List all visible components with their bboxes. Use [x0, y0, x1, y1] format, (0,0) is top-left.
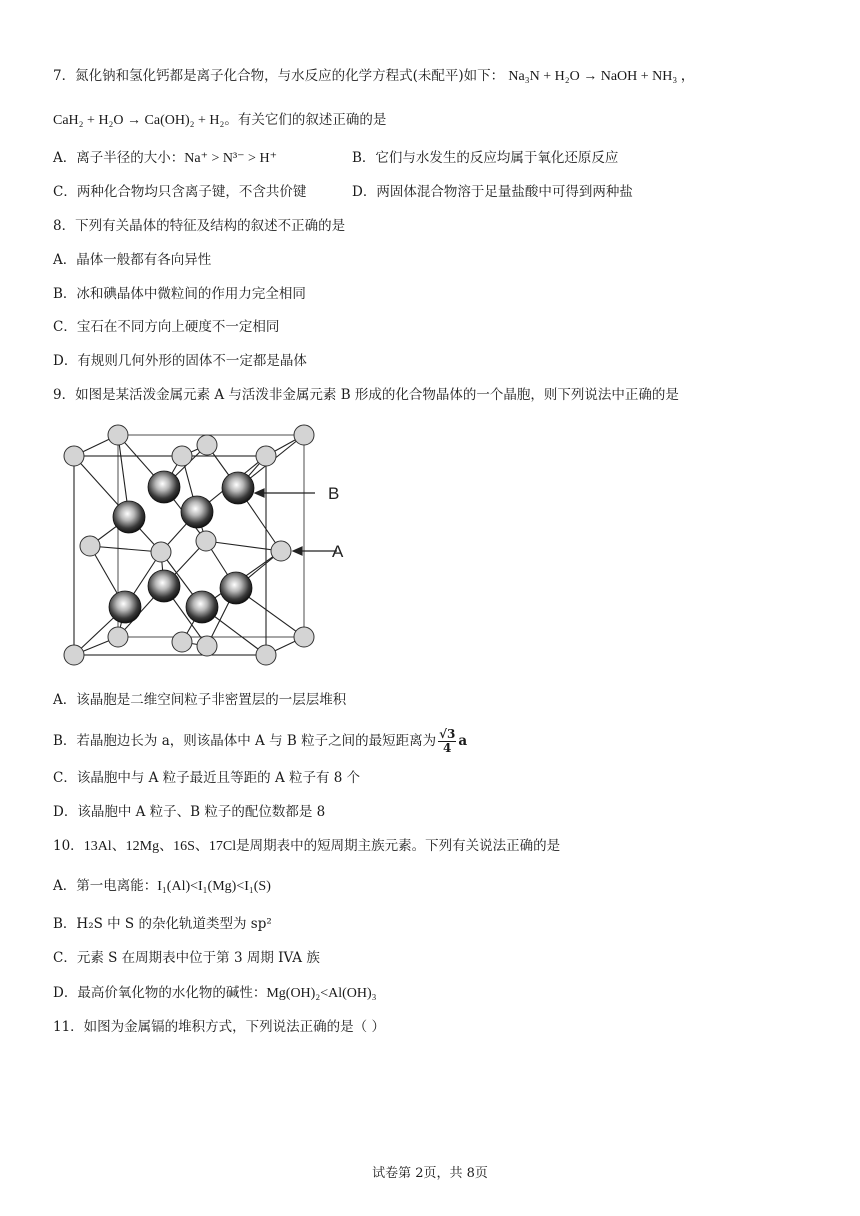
q7-equation-2: CaH₂ + H₂O → Ca(OH)₂ + H₂	[53, 113, 225, 128]
a-particle	[196, 531, 216, 551]
b-particle	[109, 591, 141, 623]
q7-options-row1	[53, 148, 277, 169]
b-particle	[181, 496, 213, 528]
q7-option-c[interactable]: C．两种化合物均只含离子键，不含共价键	[53, 184, 307, 200]
b-particle	[148, 570, 180, 602]
label-b: B	[328, 484, 340, 503]
q10-option-b[interactable]: B．H₂S 中 S 的杂化轨道类型为 sp²	[53, 916, 272, 932]
label-a: A	[332, 542, 344, 561]
page-footer: 试卷第 2页，共 8页	[372, 1166, 488, 1181]
a-particle	[197, 636, 217, 656]
q9-option-a[interactable]: A．该晶胞是二维空间粒子非密置层的一层层堆积	[53, 692, 347, 708]
crystal-unit-cell-diagram	[53, 420, 353, 672]
q9-option-b-fraction	[438, 728, 456, 755]
q7-option-b[interactable]: B．它们与水发生的反应均属于氧化还原反应	[352, 150, 619, 166]
q7-option-d[interactable]: D．两固体混合物溶于足量盐酸中可得到两种盐	[352, 184, 633, 200]
q8-option-b[interactable]: B．冰和碘晶体中微粒间的作用力完全相同	[53, 286, 306, 302]
q10-option-d-prefix: D．最高价氧化物的水化物的碱性：	[53, 985, 267, 1001]
a-particle	[64, 446, 84, 466]
b-particle	[186, 591, 218, 623]
fraction-denominator: 4	[443, 741, 452, 755]
a-particle	[294, 627, 314, 647]
b-particle	[148, 471, 180, 503]
q7-stem-line2	[53, 110, 386, 131]
q10-option-a-formula: I₁(Al)<I₁(Mg)<I₁(S)	[157, 879, 271, 894]
a-particle	[80, 536, 100, 556]
q10-number: 10．	[53, 838, 84, 854]
q7-option-a-formula: Na⁺ > N³⁻ > H⁺	[184, 151, 277, 166]
q10-stem-text: 是周期表中的短周期主族元素。下列有关说法正确的是	[236, 838, 561, 854]
q9-option-b-prefix: B．若晶胞边长为 a，则该晶体中 A 与 B 粒子之间的最短距离为	[53, 733, 437, 749]
q10-option-d-formula: Mg(OH)₂<Al(OH)₃	[266, 986, 377, 1001]
q10-stem	[53, 836, 560, 857]
q9-option-b-suffix: a	[458, 733, 468, 749]
a-particle	[294, 425, 314, 445]
q9-stem: 9．如图是某活泼金属元素 A 与活泼非金属元素 B 形成的化合物晶体的一个晶胞，则下列说法中正确的是	[53, 387, 679, 403]
q8-option-a[interactable]: A．晶体一般都有各向异性	[53, 252, 212, 268]
q7-option-a-prefix: A．离子半径的大小：	[53, 150, 185, 166]
q10-option-a[interactable]	[53, 876, 271, 897]
b-particle	[220, 572, 252, 604]
q9-option-b[interactable]	[53, 726, 467, 756]
a-particle	[256, 645, 276, 665]
b-particle	[222, 472, 254, 504]
q7-stem	[53, 66, 695, 87]
q8-option-c[interactable]: C．宝石在不同方向上硬度不一定相同	[53, 319, 280, 335]
q10-elements: 13Al、12Mg、16S、17Cl	[83, 839, 237, 854]
fraction-numerator: √3	[439, 727, 456, 741]
q7-option-a[interactable]	[53, 150, 277, 166]
a-particle	[197, 435, 217, 455]
q7-stem-text-a: 7．氮化钠和氢化钙都是离子化合物，与水反应的化学方程式(未配平)如下：	[53, 68, 505, 84]
q7-equation-1: Na₃N + H₂O → NaOH + NH₃ ，	[508, 69, 695, 84]
q10-option-a-prefix: A．第一电离能：	[53, 878, 158, 894]
a-particle	[271, 541, 291, 561]
q10-option-d[interactable]	[53, 983, 377, 1004]
q7-stem-text-b: 。有关它们的叙述正确的是	[224, 112, 387, 128]
a-particle	[172, 632, 192, 652]
a-particle	[256, 446, 276, 466]
a-particle	[64, 645, 84, 665]
q8-stem: 8．下列有关晶体的特征及结构的叙述不正确的是	[53, 218, 346, 234]
q9-option-c[interactable]: C．该晶胞中与 A 粒子最近且等距的 A 粒子有 8 个	[53, 770, 361, 786]
b-particle	[113, 501, 145, 533]
a-particle	[108, 425, 128, 445]
q9-option-d[interactable]: D．该晶胞中 A 粒子、B 粒子的配位数都是 8	[53, 804, 326, 820]
q11-stem: 11．如图为金属镉的堆积方式，下列说法正确的是（ ）	[53, 1019, 385, 1035]
a-particle	[108, 627, 128, 647]
a-particle	[172, 446, 192, 466]
a-particle	[151, 542, 171, 562]
q8-option-d[interactable]: D．有规则几何外形的固体不一定都是晶体	[53, 353, 307, 369]
q10-option-c[interactable]: C．元素 S 在周期表中位于第 3 周期 IVA 族	[53, 950, 320, 966]
